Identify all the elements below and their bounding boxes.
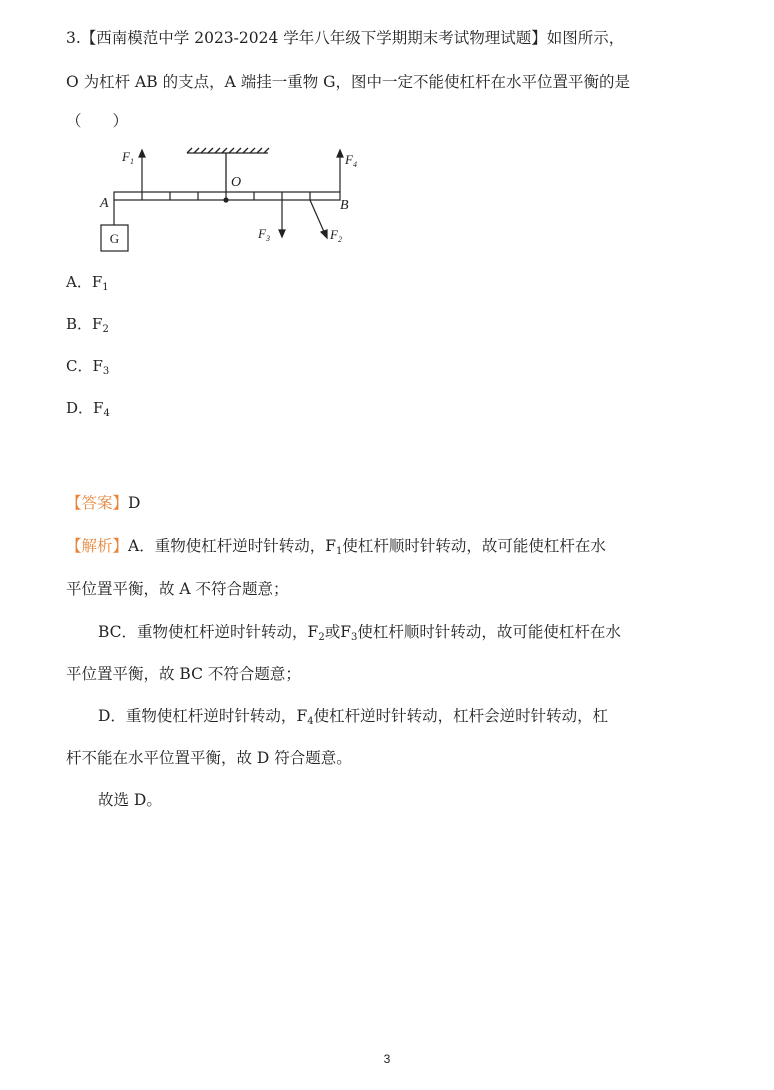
label-f3: $F_3$ xyxy=(258,226,270,243)
analysis-line-6: 杆不能在水平位置平衡，故 D 符合题意。 xyxy=(66,749,352,767)
analysis-line-1: 【解析】A．重物使杠杆逆时针转动，$F_1$使杠杆顺时针转动，故可能使杠杆在水 xyxy=(66,537,606,557)
arrow-f1 xyxy=(139,150,145,192)
question-line-2: O 为杠杆 AB 的支点，A 端挂一重物 G，图中一定不能使杠杆在水平位置平衡的是 xyxy=(66,73,631,91)
answer-line xyxy=(66,493,140,513)
label-f2: $F_2$ xyxy=(330,227,342,244)
arrow-f4 xyxy=(337,150,343,192)
option-a[interactable]: A．$F_1$ xyxy=(66,273,109,293)
analysis-line-4: 平位置平衡，故 BC 不符合题意； xyxy=(66,665,301,683)
answer-value: D xyxy=(128,494,141,512)
label-f1: $F_1$ xyxy=(122,149,134,166)
option-d[interactable]: D．$F_4$ xyxy=(66,399,110,419)
analysis-tag: 【解析】 xyxy=(66,537,129,555)
pivot-point xyxy=(223,197,228,202)
label-a: A xyxy=(100,196,109,211)
option-c[interactable]: C．$F_3$ xyxy=(66,357,110,377)
analysis-line-2: 平位置平衡，故 A 不符合题意； xyxy=(66,580,289,598)
weight-label: G xyxy=(109,231,120,246)
analysis-line-3: BC．重物使杠杆逆时针转动，$F_2$或$F_3$使杠杆顺时针转动，故可能使杠杆在水 xyxy=(98,623,621,643)
page-number: 3 xyxy=(383,1052,391,1066)
option-b[interactable]: B．$F_2$ xyxy=(66,315,109,335)
arrow-f2 xyxy=(310,200,327,238)
analysis-conclusion: 故选 D。 xyxy=(98,791,162,809)
label-b: B xyxy=(340,198,349,213)
label-o: O xyxy=(231,175,242,190)
label-f4: $F_4$ xyxy=(345,152,357,169)
arrow-f3 xyxy=(279,200,285,237)
question-line-3: （ ） xyxy=(66,112,129,130)
lever-diagram xyxy=(95,140,375,255)
question-line-1: 3.【西南模范中学 2023-2024 学年八年级下学期期末考试物理试题】如图所示， xyxy=(66,29,625,47)
answer-tag: 【答案】 xyxy=(66,494,129,512)
analysis-line-5: D．重物使杠杆逆时针转动，$F_4$使杠杆逆时针转动，杠杆会逆时针转动，杠 xyxy=(98,707,609,727)
